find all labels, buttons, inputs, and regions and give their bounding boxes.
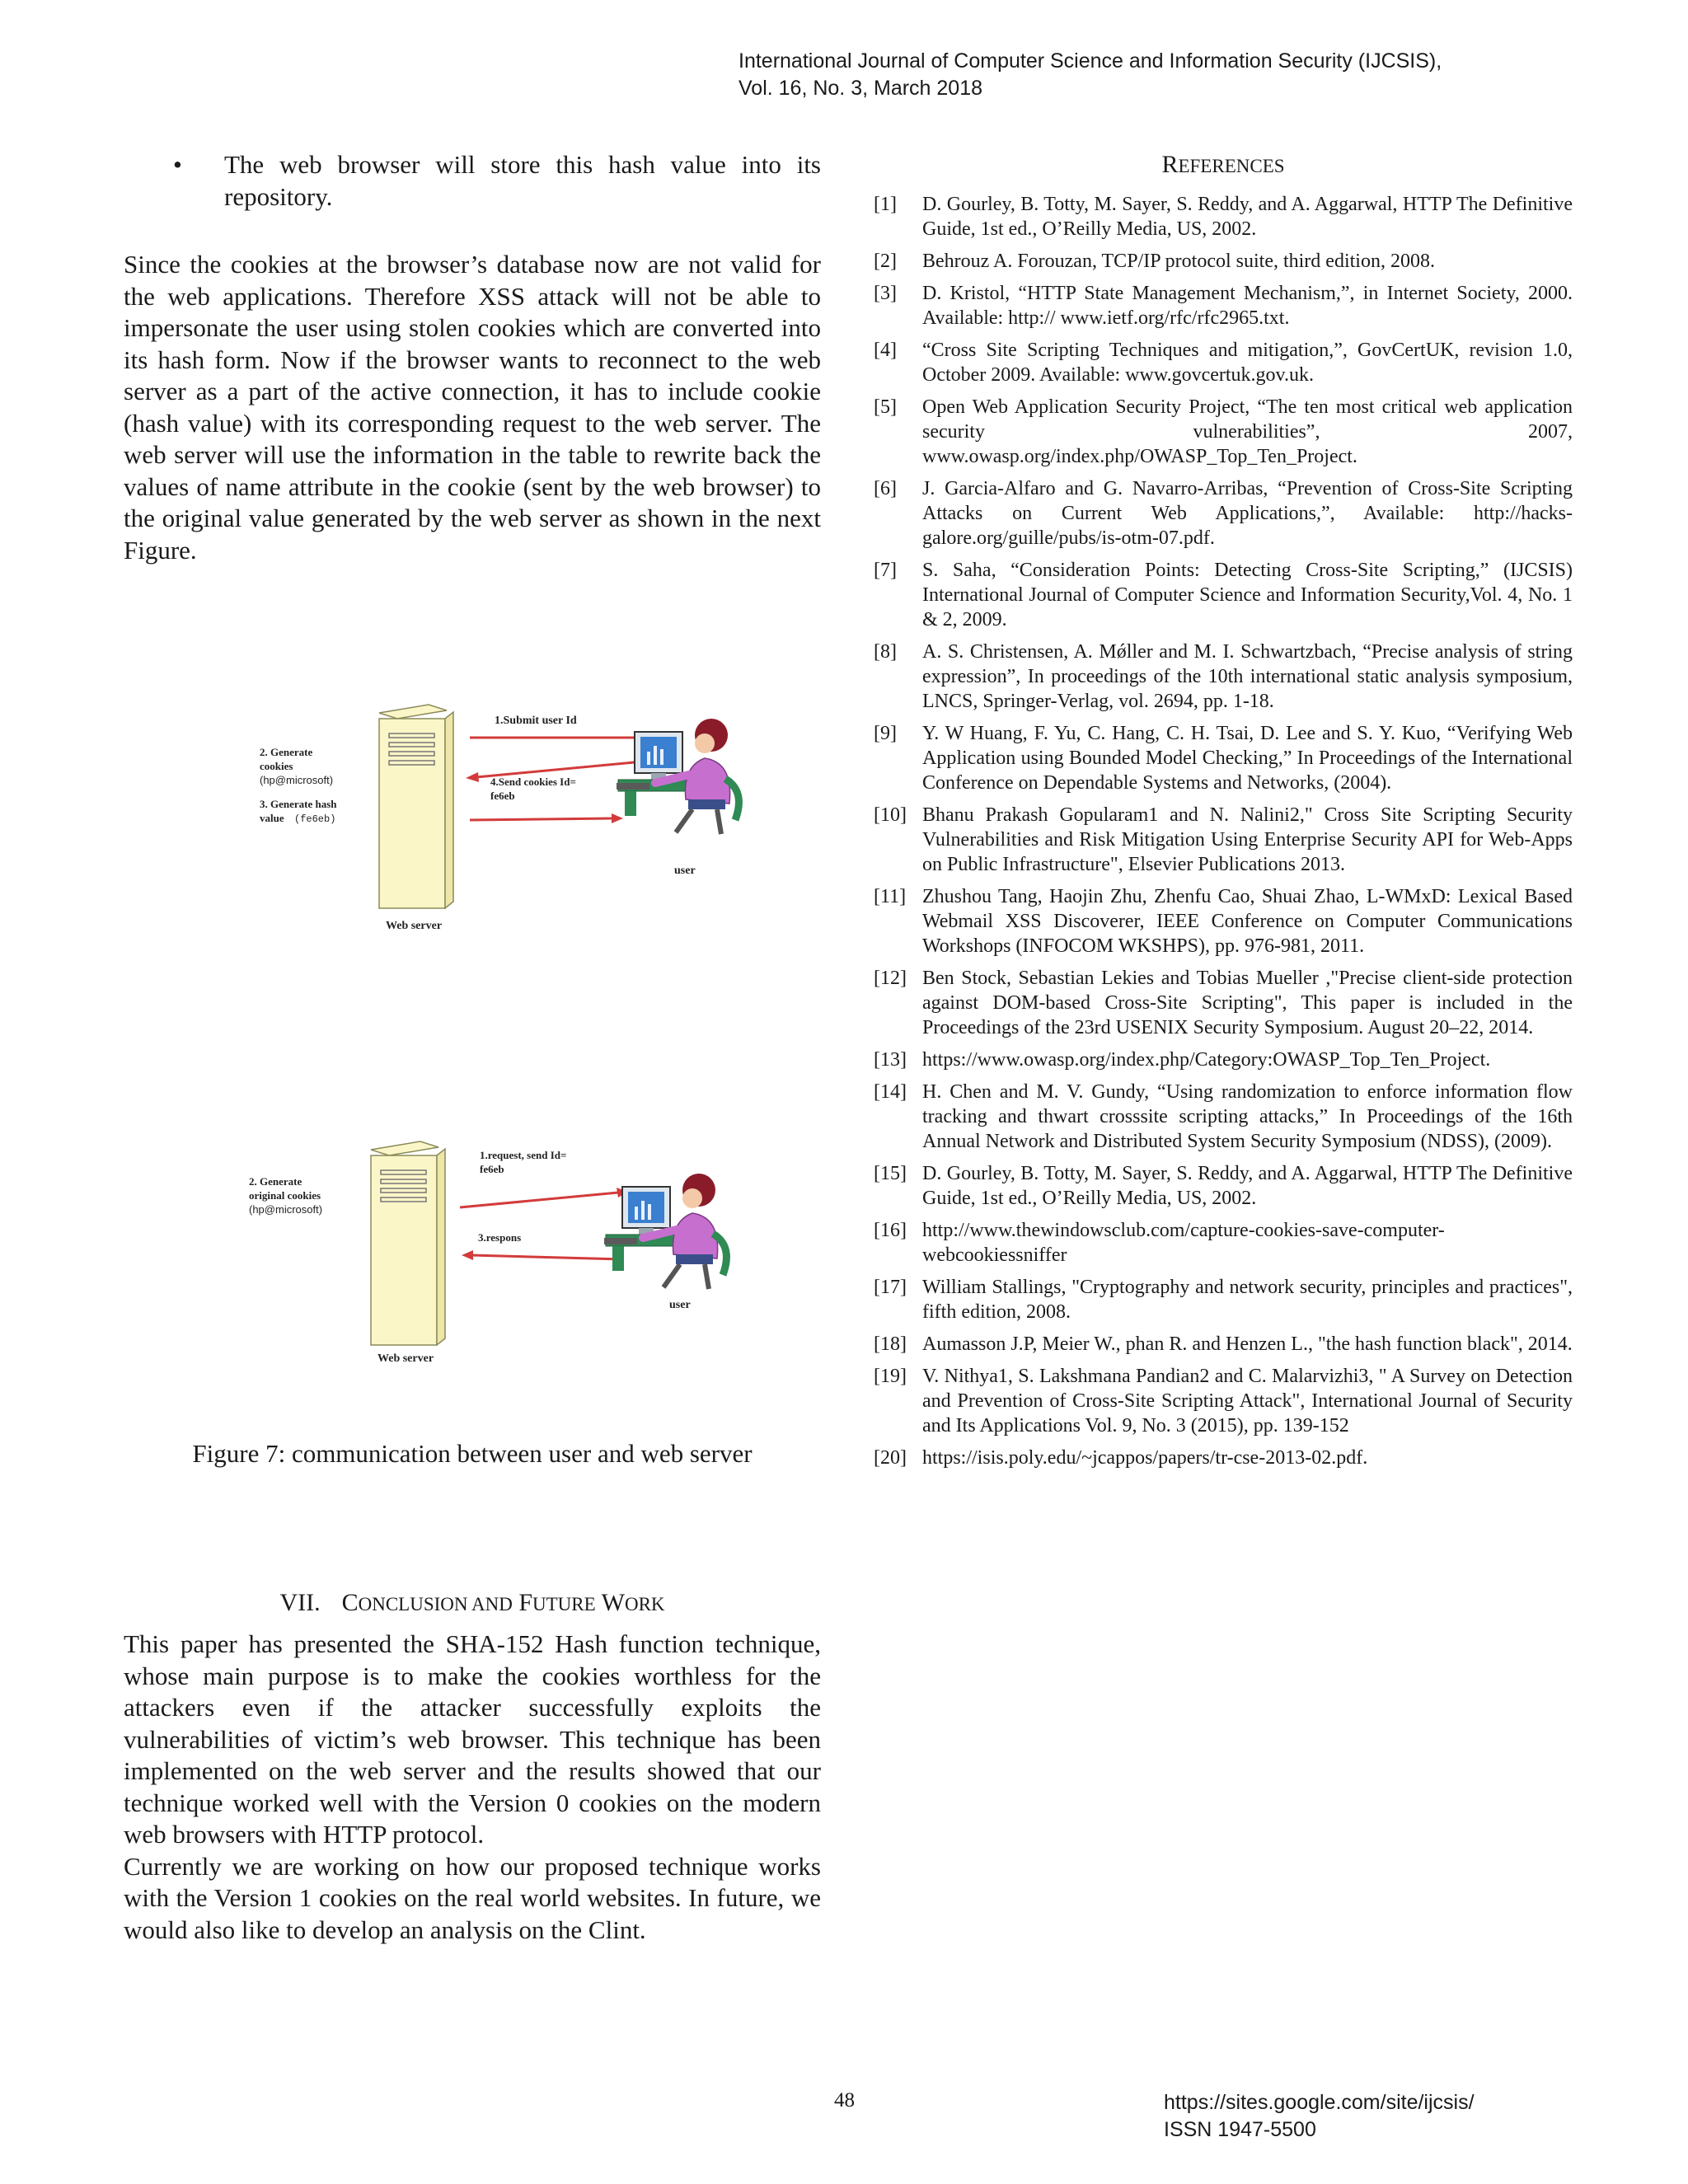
fig2-step2-value: (hp@microsoft) [249, 1203, 323, 1216]
reference-number: [7] [874, 560, 897, 581]
footer-info [1164, 2089, 1475, 2144]
fig1-step2-cookies: cookies [260, 760, 293, 772]
reference-text: “Cross Site Scripting Techniques and mitigation,”, GovCertUK, revision 1.0, October 2009. Available: www.govcertuk.gov.uk. [922, 340, 1573, 386]
figure-caption: Figure 7: communication between user and web server [192, 1439, 753, 1468]
reference-text: A. S. Christensen, A. Mǿller and M. I. Schwartzbach, “Precise analysis of string expression”, In proceedings of the 10th international static analysis symposium, LNCS, Springer-Verlag, vol. 2694, pp. 1-18. [922, 641, 1573, 712]
reference-number: [4] [874, 340, 897, 361]
reference-text: D. Gourley, B. Totty, M. Sayer, S. Reddy, and A. Aggarwal, HTTP The Definitive Guide, 1st ed., O’Reilly Media, US, 2002. [922, 1163, 1573, 1209]
arrow-request-icon [460, 1188, 628, 1207]
reference-number: [11] [874, 886, 907, 907]
reference-number: [3] [874, 283, 897, 304]
fig2-step3-label: 3.respons [478, 1231, 522, 1244]
heading-cap: W [601, 1589, 625, 1616]
fig2-step2-cookies: original cookies [249, 1189, 321, 1202]
reference-text: Ben Stock, Sebastian Lekies and Tobias Mueller ,"Precise client-side protection against DOM-based Cross-Site Scripting", This paper is included in the Proceedings of the 23rd USENIX Security Symposium. August 20–22, 2014. [922, 968, 1573, 1038]
heading-rest: UTURE [532, 1594, 596, 1615]
user-computer-icon [604, 1174, 726, 1289]
reference-number: [6] [874, 478, 897, 499]
bullet-dot: • [173, 150, 182, 179]
reference-item [874, 1218, 1573, 1268]
footer-url: https://sites.google.com/site/ijcsis/ [1164, 2091, 1475, 2114]
reference-text: Behrouz A. Forouzan, TCP/IP protocol suite, third edition, 2008. [922, 251, 1435, 272]
reference-item [874, 721, 1573, 795]
reference-number: [2] [874, 251, 897, 272]
reference-number: [17] [874, 1277, 907, 1298]
journal-title: International Journal of Computer Science and Information Security (IJCSIS), [738, 49, 1442, 73]
reference-item [874, 558, 1573, 632]
reference-number: [5] [874, 396, 897, 418]
journal-header [738, 48, 1442, 102]
reference-text: https://www.owasp.org/index.php/Category:OWASP_Top_Ten_Project. [922, 1049, 1491, 1071]
conclusion-paragraph: Currently we are working on how our proposed technique works with the Version 1 cookies on the real world websites. In future, we would also like to develop an analysis on the Clint. [124, 1851, 821, 1944]
fig1-step3-value-word: value [260, 812, 284, 824]
reference-item [874, 1446, 1573, 1470]
web-server-icon [371, 1141, 445, 1345]
reference-text: Aumasson J.P, Meier W., phan R. and Henzen L., "the hash function black", 2014. [922, 1333, 1573, 1355]
heading-rest: ONCLUSION AND [358, 1594, 513, 1615]
fig1-step2-label: 2. Generate [260, 746, 313, 758]
left-column [124, 148, 821, 566]
fig1-server-label: Web server [386, 920, 443, 932]
reference-text: D. Gourley, B. Totty, M. Sayer, S. Reddy, and A. Aggarwal, HTTP The Definitive Guide, 1st ed., O’Reilly Media, US, 2002. [922, 194, 1573, 240]
reference-number: [13] [874, 1049, 907, 1071]
reference-text: Zhushou Tang, Haojin Zhu, Zhenfu Cao, Shuai Zhao, L-WMxD: Lexical Based Webmail XSS Discoverer, IEEE Conference on Computer Communications Workshops (INFOCOM WKSHPS), pp. 976-981, 2011. [922, 886, 1573, 957]
reference-item [874, 1080, 1573, 1154]
references-heading [874, 151, 1573, 179]
reference-item [874, 1161, 1573, 1211]
reference-item [874, 192, 1573, 241]
reference-number: [18] [874, 1333, 907, 1355]
reference-number: [9] [874, 723, 897, 744]
reference-item [874, 640, 1573, 714]
fig2-step1-value: fe6eb [480, 1163, 504, 1175]
reference-number: [12] [874, 968, 907, 989]
reference-text: V. Nithya1, S. Lakshmana Pandian2 and C. Malarvizhi3, " A Survey on Detection and Prevention of Cross-Site Scripting Attack", International Journal of Security and Its Applications Vol. 9, No. 3 (2015), pp. 139-152 [922, 1366, 1573, 1436]
reference-number: [15] [874, 1163, 907, 1184]
reference-item [874, 966, 1573, 1040]
reference-number: [10] [874, 804, 907, 826]
reference-item [874, 249, 1573, 274]
reference-item [874, 1364, 1573, 1438]
reference-number: [8] [874, 641, 897, 663]
figure-7b-diagram [231, 1137, 767, 1368]
reference-item [874, 1332, 1573, 1357]
fig2-step2-label: 2. Generate [249, 1175, 302, 1188]
reference-item [874, 803, 1573, 877]
reference-list [874, 192, 1573, 1478]
reference-text: http://www.thewindowsclub.com/capture-cookies-save-computer-webcookiessniffer [922, 1220, 1445, 1266]
fig1-step3-hash: (fe6eb) [294, 813, 336, 825]
reference-text: Bhanu Prakash Gopularam1 and N. Nalini2," Cross Site Scripting Security Vulnerabilities and Risk Mitigation Using Enterprise Security API for Web-Apps on Public Infrastructure", Elsevier Publications 2013. [922, 804, 1573, 875]
reference-text: D. Kristol, “HTTP State Management Mechanism,”, in Internet Society, 2000. Available: http:// www.ietf.org/rfc/rfc2965.txt. [922, 283, 1573, 329]
heading-rest: ORK [624, 1594, 665, 1615]
fig1-step1-label: 1.Submit user Id [495, 715, 577, 727]
fig1-step4-label: 4.Send cookies Id= [490, 776, 576, 788]
reference-number: [16] [874, 1220, 907, 1241]
heading-cap: F [518, 1589, 533, 1616]
reference-text: Y. W Huang, F. Yu, C. Hang, C. H. Tsai, D. Lee and S. Y. Kuo, “Verifying Web Application using Bounded Model Checking,” In Proceedings of the International Conference on Dependable Systems and Networks, (2004). [922, 723, 1573, 794]
reference-text: J. Garcia-Alfaro and G. Navarro-Arribas, “Prevention of Cross-Site Scripting Attacks on Current Web Applications,”, Available: http://hacks-galore.org/guille/pubs/is-otm-07.pdf. [922, 478, 1573, 549]
footer-issn: ISSN 1947-5500 [1164, 2118, 1316, 2141]
reference-text: S. Saha, “Consideration Points: Detecting Cross-Site Scripting,” (IJCSIS) International Journal of Computer Science and Information Security,Vol. 4, No. 1 & 2, 2009. [922, 560, 1573, 630]
fig2-server-label: Web server [377, 1352, 434, 1365]
user-computer-icon [617, 719, 738, 834]
heading-cap: R [1161, 151, 1179, 178]
reference-item [874, 884, 1573, 958]
arrow-submit-icon [470, 733, 654, 743]
page-number: 48 [834, 2089, 855, 2111]
conclusion-body [124, 1629, 821, 1946]
reference-item [874, 1047, 1573, 1072]
reference-text: Open Web Application Security Project, “The ten most critical web application security vulnerabilities”, 2007, www.owasp.org/index.php/OWASP_Top_Ten_Project. [922, 396, 1573, 467]
reference-item [874, 281, 1573, 330]
arrow-response-icon [462, 1250, 622, 1260]
reference-text: William Stallings, "Cryptography and network security, principles and practices", fifth edition, 2008. [922, 1277, 1573, 1323]
fig2-user-label: user [669, 1299, 691, 1311]
bullet-text: The web browser will store this hash value into its repository. [224, 150, 821, 211]
reference-number: [1] [874, 194, 897, 215]
conclusion-paragraph: This paper has presented the SHA-152 Hash function technique, whose main purpose is to make the cookies worthless for the attackers even if the attacker successfully exploits the vulnerabilities of victim’s web browser. This technique has been implemented on the web server and the results showed that our technique worked well with the Version 0 cookies on the modern web browsers with HTTP protocol. [124, 1629, 821, 1849]
reference-number: [14] [874, 1081, 907, 1103]
fig1-user-label: user [674, 865, 696, 877]
reference-text: https://isis.poly.edu/~jcappos/papers/tr-cse-2013-02.pdf. [922, 1447, 1368, 1469]
reference-item [874, 338, 1573, 387]
web-server-icon [379, 705, 453, 908]
section-number: VII. [279, 1589, 321, 1616]
reference-item [874, 476, 1573, 551]
heading-cap: C [341, 1589, 359, 1616]
fig2-step1-label: 1.request, send Id= [480, 1149, 567, 1161]
reference-number: [20] [874, 1447, 907, 1469]
arrow-hash-icon [470, 813, 623, 823]
figure-7a-diagram [231, 701, 767, 940]
fig1-step4-value: fe6eb [490, 790, 515, 802]
heading-rest: EFERENCES [1178, 156, 1285, 176]
reference-number: [19] [874, 1366, 907, 1387]
reference-text: H. Chen and M. V. Gundy, “Using randomization to enforce information flow tracking and thwart crosssite scripting attacks,” In Proceedings of the 16th Annual Network and Distributed System Security Symposium (NDSS), (2009). [922, 1081, 1573, 1152]
fig1-step2-value: (hp@microsoft) [260, 774, 334, 786]
reference-item [874, 1275, 1573, 1324]
body-paragraph: Since the cookies at the browser’s database now are not valid for the web applications. Therefore XSS attack will not be able to impersonate the user using stolen cookies which are converted into its hash form. Now if the browser wants to reconnect to the web server as a part of the active connection, it has to include cookie (hash value) with its corresponding request to the web server. The web server will use the information in the table to rewrite back the values of name attribute in the cookie (sent by the web browser) to the original value generated by the web server as shown in the next Figure. [124, 250, 821, 565]
reference-item [874, 395, 1573, 469]
fig1-step3-label: 3. Generate hash [260, 798, 337, 810]
journal-volume: Vol. 16, No. 3, March 2018 [738, 77, 983, 100]
section-heading-conclusion [124, 1589, 821, 1617]
bullet-item [124, 148, 821, 213]
